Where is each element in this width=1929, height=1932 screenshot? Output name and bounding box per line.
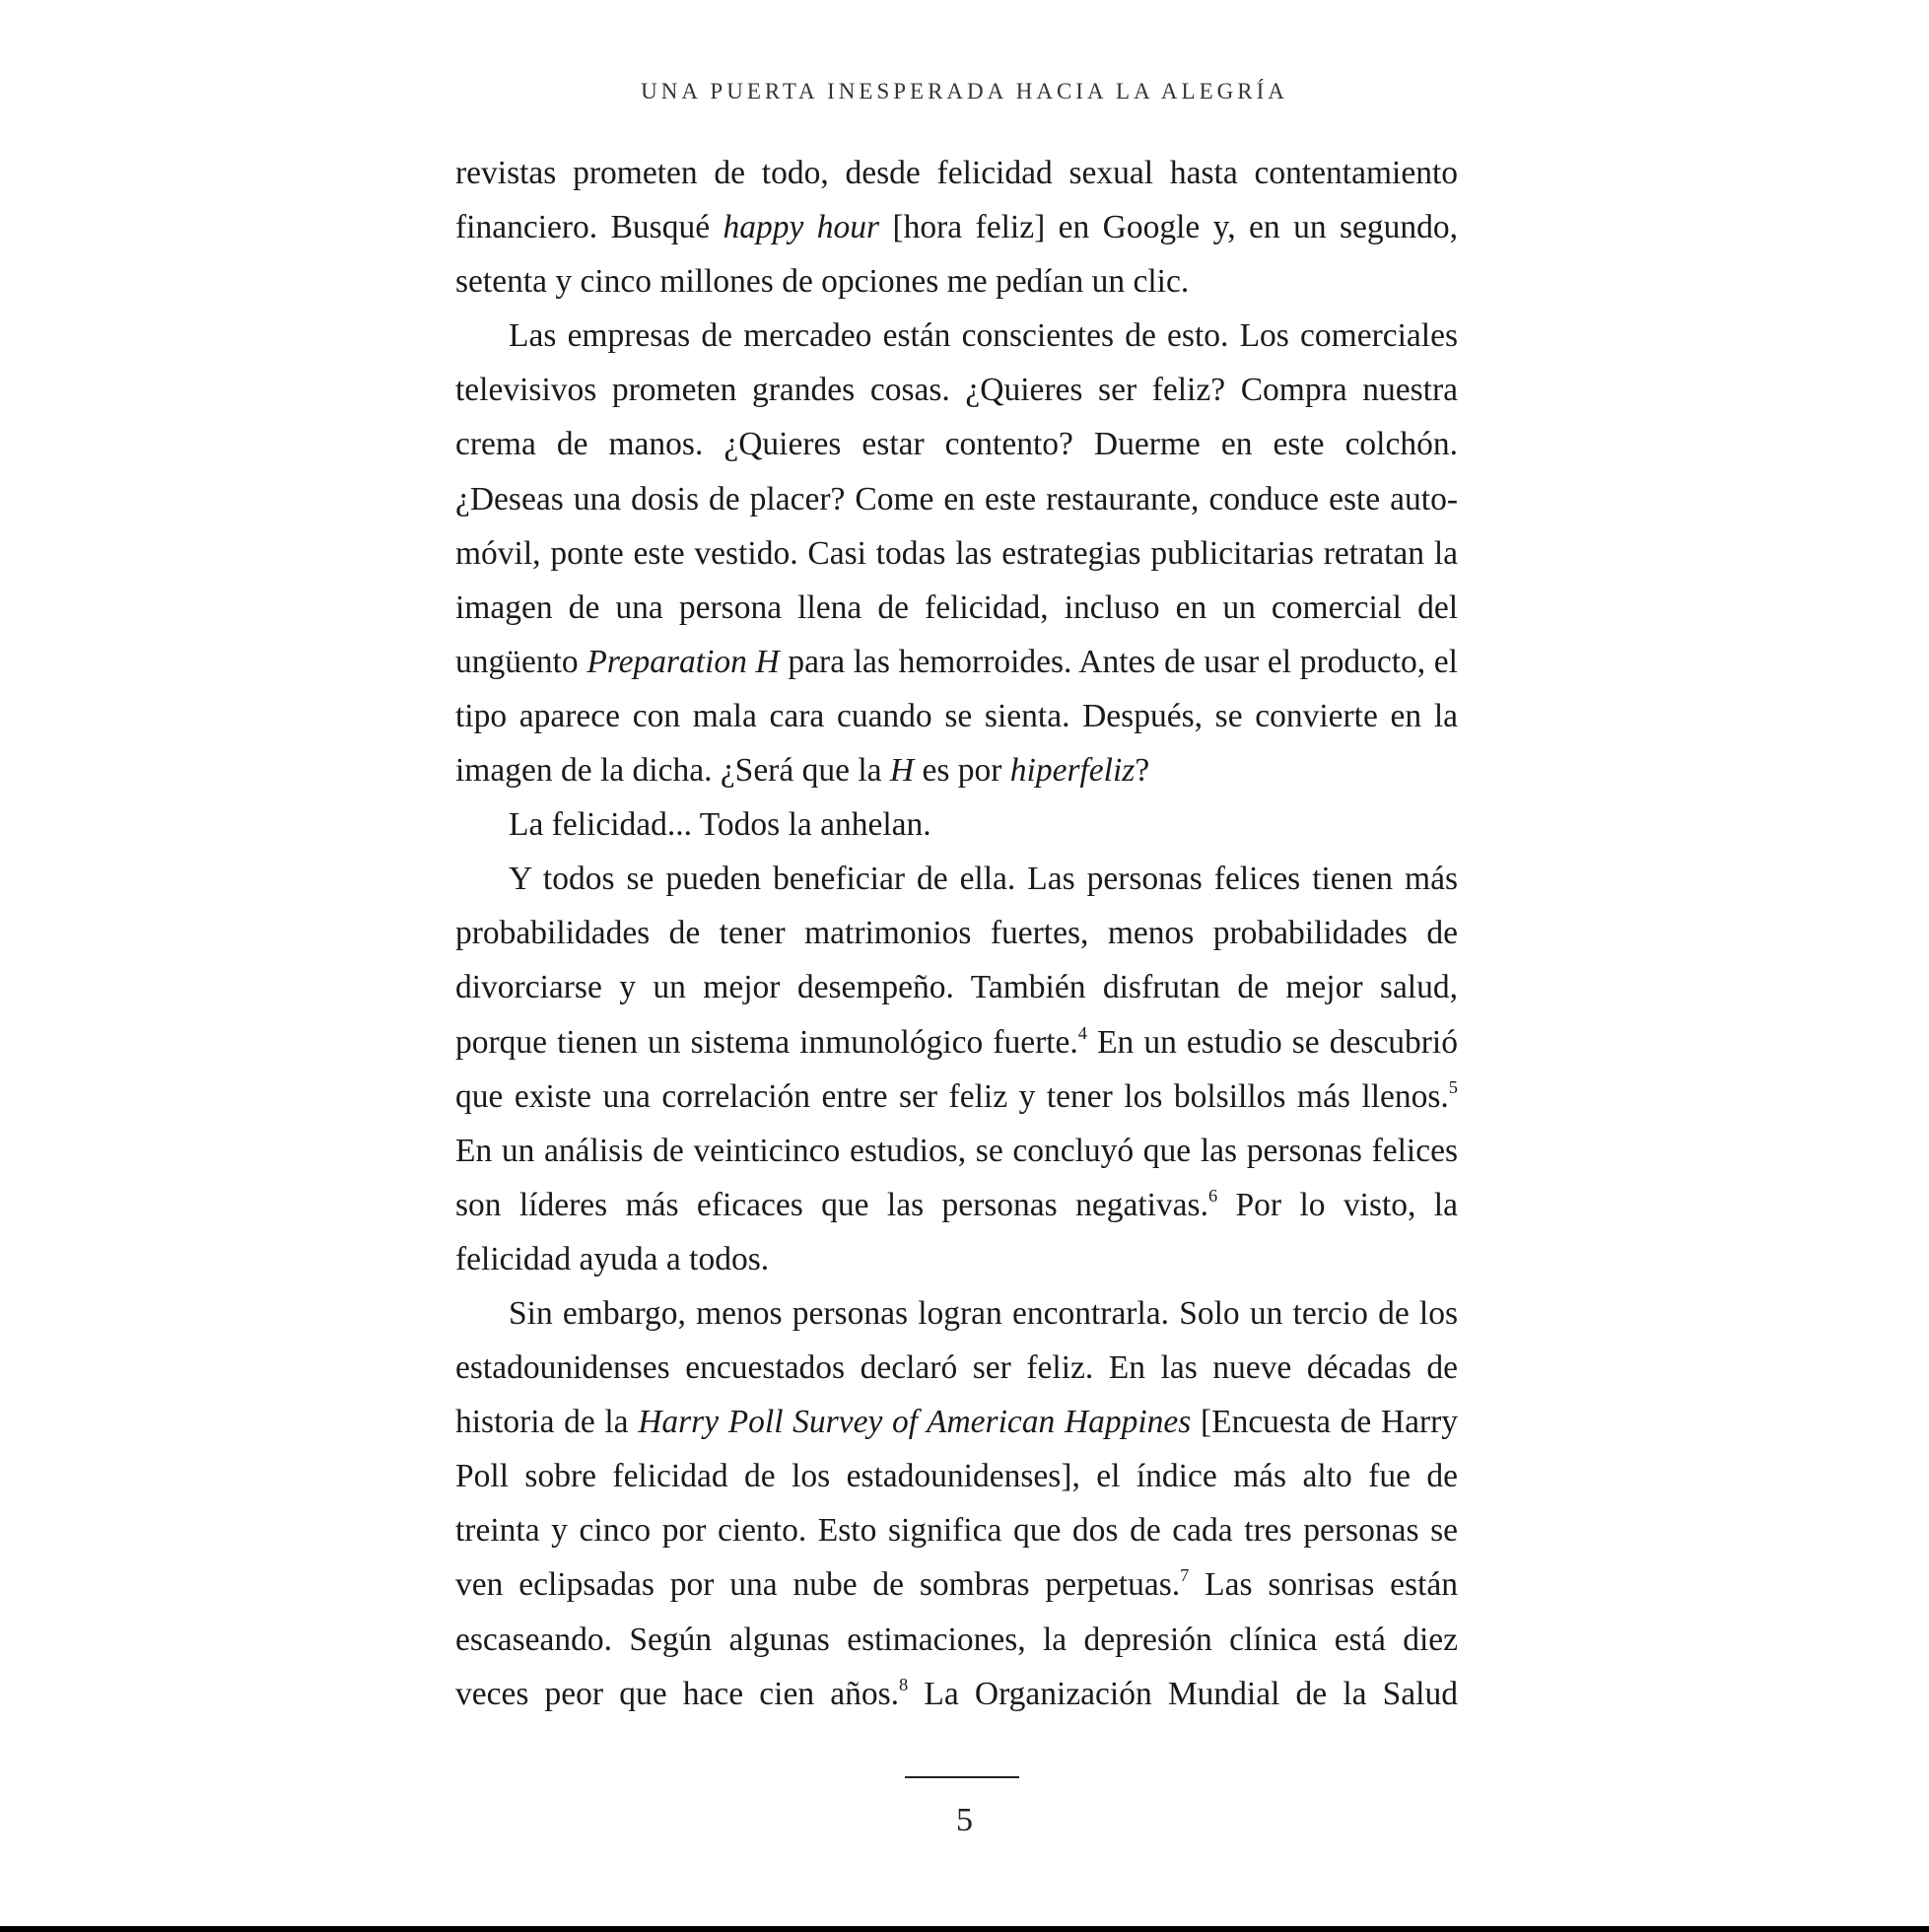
text-run: [hora feliz] en Google y, en un segundo, setenta y cinco millones de opciones me pedían un clic.	[455, 209, 1459, 301]
footnote-ref: 4	[1077, 1022, 1087, 1043]
text-run: Y todos se pueden beneficiar de ella. Las personas felices tienen más probabilidades de tener matrimonios fuertes, menos probabilidades de divorciarse y un mejor desempeño. También disfrutan de mejor salud, porque tienen un sistema inmunológico fuerte.	[455, 861, 1458, 1061]
text-run: [Encuesta de Harry Poll sobre felicidad de los estadounidenses], el índice más alto fue de treinta y cinco por ciento. Esto significa que dos de cada tres personas se ven eclipsadas por una nube de sombras perpetuas.	[455, 1404, 1459, 1604]
text-run: revistas prometen de todo, desde felicidad sexual hasta contentamiento financiero. Busqué	[455, 155, 1458, 246]
body-text	[455, 146, 1458, 1721]
paragraph-4	[455, 852, 1458, 1286]
paragraph-2	[455, 309, 1458, 797]
running-head: UNA PUERTA INESPERADA HACIA LA ALEGRÍA	[641, 79, 1288, 104]
footnote-ref: 5	[1448, 1076, 1458, 1097]
italic-term: H	[889, 752, 915, 790]
paragraph-3: La felicidad... Todos la anhelan.	[509, 806, 931, 844]
paragraph-5	[455, 1286, 1458, 1721]
footnote-ref: 7	[1180, 1565, 1190, 1586]
italic-term: Harry Poll Survey of American Happines	[638, 1404, 1192, 1441]
bottom-border	[0, 1926, 1929, 1932]
page-number: 5	[956, 1802, 973, 1838]
text-run: es por	[914, 752, 1010, 790]
italic-term: happy hour	[723, 209, 880, 246]
text-run: La Organización Mundial de la Salud	[908, 1675, 1458, 1712]
text-run: Las sonrisas están escaseando. Según algunas estimaciones, la depresión clínica está diez veces peor que hace cien años.	[455, 1566, 1458, 1712]
text-run: para las hemorroides. Antes de usar el producto, el tipo aparece con mala cara cuando se sienta. Después, se convierte en la imagen de la dicha. ¿Será que la	[455, 643, 1458, 790]
footnote-ref: 6	[1207, 1185, 1218, 1206]
text-run: ?	[1135, 752, 1150, 790]
text-run: En un análisis de veinticinco estudios, se concluyó que las personas felices son líderes más eficaces que las personas negativas.	[455, 1132, 1458, 1223]
italic-term: hiperfeliz	[1009, 752, 1136, 790]
italic-term: Preparation H	[586, 643, 780, 680]
page-number-rule	[905, 1776, 1019, 1778]
text-run: Sin embargo, menos personas logran encontrarla. Solo un tercio de los estadounidenses encuestados declaró ser feliz. En las nueve décadas de historia de la	[455, 1294, 1458, 1441]
paragraph-1	[455, 146, 1458, 309]
text-run: En un estudio se descubrió que existe una correlación entre ser feliz y tener los bolsillos más llenos.	[455, 1023, 1458, 1115]
text-run: Por lo visto, la felicidad ayuda a todos.	[455, 1186, 1458, 1277]
text-run: Las empresas de mercadeo están conscientes de esto. Los comerciales televisivos prometen grandes cosas. ¿Quieres ser feliz? Compra nuestra crema de manos. ¿Quieres estar contento? Duerme en este colchón. ¿Deseas una dosis de placer? Come en este restaurante, conduce este automóvil, ponte este vestido. Casi todas las estrategias publicitarias retratan la imagen de una persona llena de felicidad, incluso en un comercial del ungüento	[455, 317, 1458, 680]
footnote-ref: 8	[899, 1674, 909, 1694]
